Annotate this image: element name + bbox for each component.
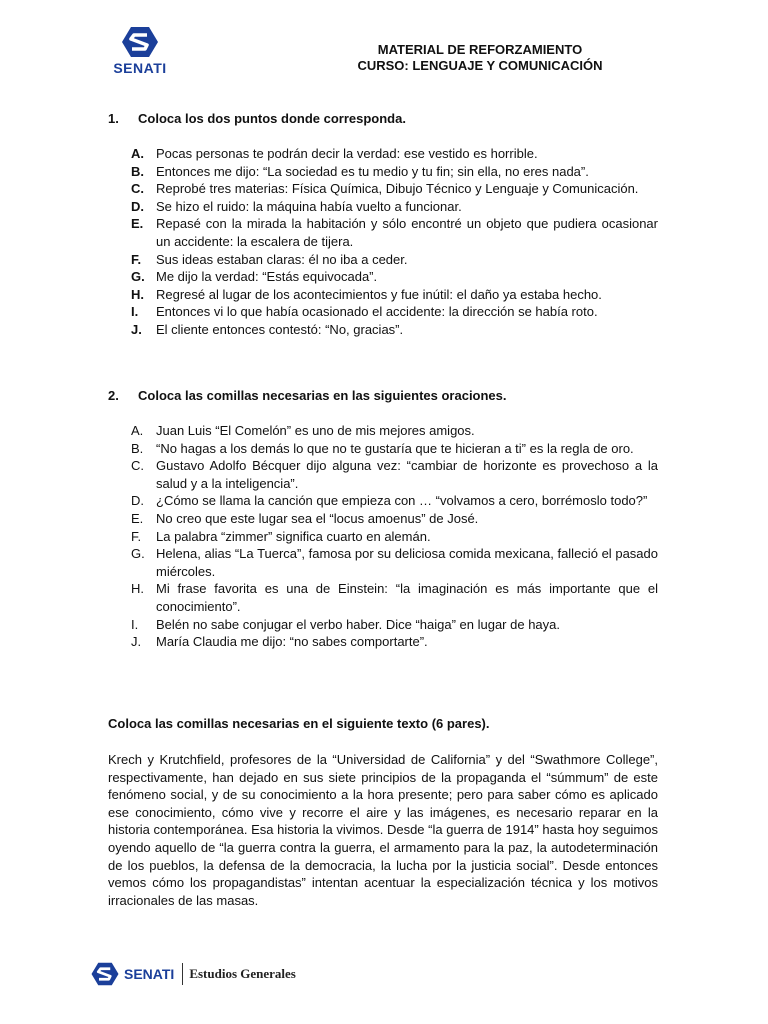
item-text: Regresé al lugar de los acontecimientos y fue inútil: el daño ya estaba hecho. [156,286,602,302]
item-text: Sus ideas estaban claras: él no iba a ceder. [156,251,408,267]
item-letter: B. [131,440,144,456]
item-letter: C. [131,458,144,474]
item-text: La palabra “zimmer” significa cuarto en alemán. [156,528,431,544]
item-text: Se hizo el ruido: la máquina había vuelto a funcionar. [156,198,462,214]
item-letter: F. [131,528,142,544]
section-number: 1. [108,111,119,126]
footer-subtitle: Estudios Generales [189,966,296,981]
item-letter: H. [131,286,144,302]
section-3-heading: Coloca las comillas necesarias en el siguiente texto (6 pares). [108,716,490,731]
item-text: Helena, alias “La Tuerca”, famosa por su deliciosa comida mexicana, falleció el pasado miércoles. [156,546,658,579]
section-heading-text: Coloca las comillas necesarias en las siguientes oraciones. [138,388,507,403]
item-letter: C. [131,181,144,197]
list-item [131,580,658,615]
section-2-heading [108,388,507,403]
footer-divider [182,963,183,985]
title-line-1: MATERIAL DE REFORZAMIENTO [377,42,583,57]
item-text: El cliente entonces contestó: “No, gracias”. [156,321,404,337]
footer [90,962,296,986]
list-item [131,268,658,286]
list-item [131,492,658,510]
list-item [131,215,658,250]
item-text: ¿Cómo se llama la canción que empieza con … “volvamos a cero, borrémoslo todo?” [156,493,648,509]
item-text: Entonces me dijo: “La sociedad es tu medio y tu fin; sin ella, no eres nada”. [156,163,589,179]
item-text: Me dijo la verdad: “Estás equivocada”. [156,269,378,285]
list-item [131,286,658,304]
list-item [131,457,658,492]
list-item [131,303,658,321]
senati-logo-icon [121,26,159,58]
list-item [131,180,658,198]
title-line-2: CURSO: LENGUAJE Y COMUNICACIÓN [357,58,603,73]
item-text: María Claudia me dijo: “no sabes comportarte”. [156,634,428,650]
item-letter: G. [131,546,145,562]
list-item [131,633,658,651]
item-letter: B. [131,163,144,179]
item-letter: I. [131,304,139,320]
item-text: Juan Luis “El Comelón” es uno de mis mejores amigos. [156,423,475,438]
item-text: Reprobé tres materias: Física Química, Dibujo Técnico y Lenguaje y Comunicación. [156,181,639,197]
list-item [131,163,658,181]
list-item [131,510,658,528]
item-text: Belén no sabe conjugar el verbo haber. Dice “haiga” en lugar de haya. [156,616,560,632]
item-letter: I. [131,616,139,632]
item-text: No creo que este lugar sea el “locus amoenus” de José. [156,510,479,526]
logo-text: SENATI [113,60,167,76]
list-item [131,545,658,580]
item-letter: F. [131,251,142,267]
item-letter: A. [131,146,144,161]
section-heading-text: Coloca los dos puntos donde corresponda. [138,111,406,126]
section-2-list [131,422,658,651]
list-item [131,440,658,458]
list-item [131,422,658,440]
section-3-paragraph: Krech y Krutchfield, profesores de la “Universidad de California” y del “Swathmore College”, respectivamente, han dejado en sus siete principios de la propaganda el “súmmum” de este fenómeno social, y de su conocimiento a la hora presente; pero para saber cómo es aplicado ese conocimiento, cómo vive y recorre el aire y las imágenes, es necesario reparar en la historia contemporánea. Esa historia la vivimos. Desde “la guerra de 1914” hasta hoy seguimos oyendo aquello de “la guerra contra la guerra, el armamento para la paz, la autodeterminación de los pueblos, la defensa de la democracia, la lucha por la justicia social”. Desde entonces vemos cómo los propagandistas” intentan acentuar la especialización técnica y los motivos irracionales de las masas. [108,752,658,908]
item-letter: H. [131,581,144,597]
footer-brand: SENATI [124,966,175,982]
item-text: Repasé con la mirada la habitación y sólo encontré un objeto que pudiera ocasionar un accidente: la escalera de tijera. [156,216,658,249]
item-text: Entonces vi lo que había ocasionado el accidente: la dirección se había roto. [156,304,598,320]
item-letter: A. [131,423,144,438]
list-item [131,321,658,339]
item-letter: J. [131,321,142,337]
senati-logo [104,26,176,76]
section-1-heading [108,111,406,126]
item-letter: E. [131,216,144,232]
item-letter: G. [131,269,145,285]
section-1-list [131,145,658,339]
list-item [131,251,658,269]
item-text: “No hagas a los demás lo que no te gustaría que te hicieran a ti” es la regla de oro. [156,440,634,456]
item-text: Mi frase favorita es una de Einstein: “la imaginación es más importante que el conocimiento”. [156,581,658,614]
list-item [131,145,658,163]
list-item [131,616,658,634]
item-text: Gustavo Adolfo Bécquer dijo alguna vez: “cambiar de horizonte es provechoso a la salud y a la inteligencia”. [156,458,658,491]
senati-logo-icon [90,962,120,986]
section-number: 2. [108,388,119,403]
item-letter: E. [131,510,144,526]
item-letter: D. [131,493,144,509]
item-letter: J. [131,634,142,650]
list-item [131,198,658,216]
item-text: Pocas personas te podrán decir la verdad: ese vestido es horrible. [156,146,538,161]
item-letter: D. [131,198,144,214]
document-title [300,42,660,74]
list-item [131,528,658,546]
